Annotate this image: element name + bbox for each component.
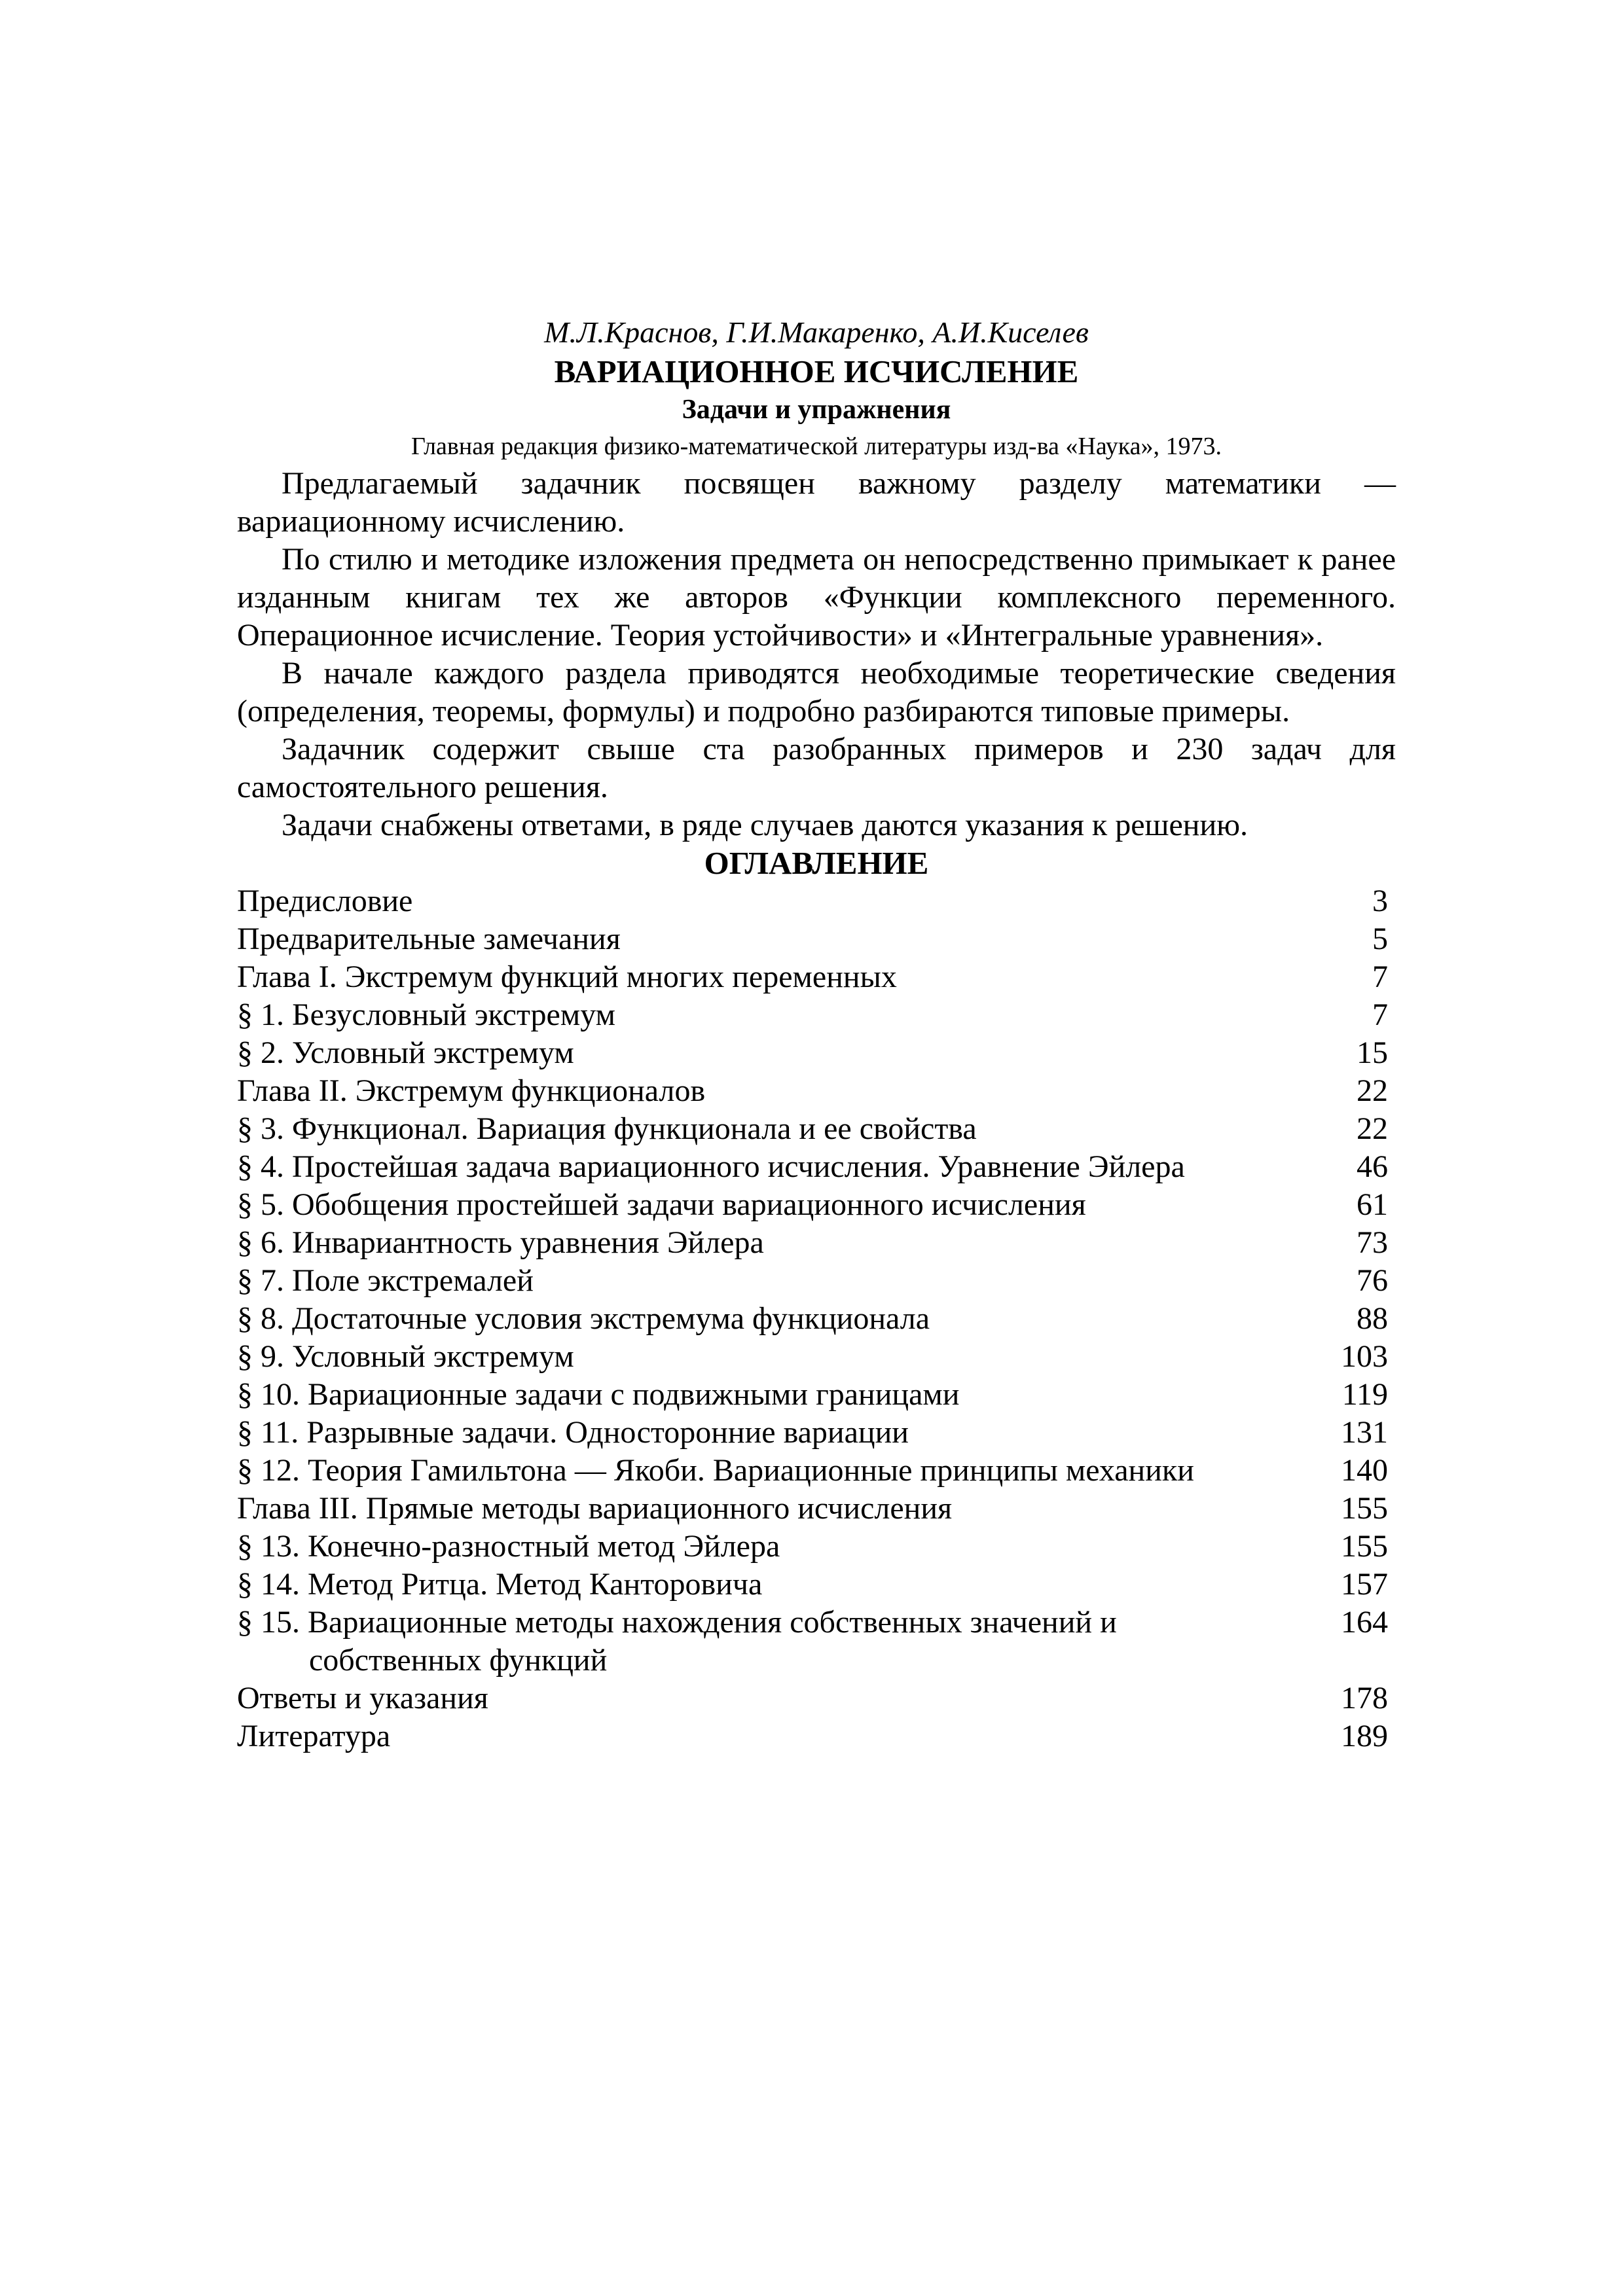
- toc-item-label: § 1. Безусловный экстремум: [237, 997, 615, 1032]
- toc-item-page: 164: [1341, 1605, 1388, 1640]
- toc-item: [237, 1072, 1396, 1110]
- toc-item-label: § 4. Простейшая задача вариационного исчисления. Уравнение Эйлера: [237, 1149, 1185, 1184]
- toc-item-page: 155: [1341, 1529, 1388, 1564]
- abstract-paragraph: В начале каждого раздела приводятся необходимые теоретические сведения (определения, теоремы, формулы) и подробно разбираются типовые примеры.: [237, 656, 1396, 728]
- abstract-paragraph: Задачи снабжены ответами, в ряде случаев даются указания к решению.: [282, 808, 1249, 842]
- toc-item: [237, 996, 1396, 1034]
- toc-title: ОГЛАВЛЕНИЕ: [704, 845, 929, 881]
- abstract-paragraph: Задачник содержит свыше ста разобранных примеров и 230 задач для самостоятельного решения.: [237, 732, 1396, 804]
- abstract: [237, 465, 1396, 844]
- abstract-paragraph: По стилю и методике изложения предмета он непосредственно примыкает к ранее изданным книгам тех же авторов «Функции комплексного переменного. Операционное исчисление. Теория устойчивости» и «Интегральные уравнения».: [237, 542, 1396, 653]
- toc-item: [237, 1414, 1396, 1452]
- toc-item-label: Литература: [237, 1719, 391, 1753]
- toc-item-label: Глава II. Экстремум функционалов: [237, 1073, 706, 1108]
- toc-item-label: § 10. Вариационные задачи с подвижными границами: [237, 1377, 960, 1412]
- toc-item-label: § 15. Вариационные методы нахождения собственных значений и собственных функций: [237, 1605, 1117, 1677]
- toc-item-page: 15: [1357, 1035, 1388, 1070]
- toc-item-label: § 11. Разрывные задачи. Односторонние вариации: [237, 1415, 909, 1450]
- toc-item: [237, 1034, 1396, 1072]
- toc-item-page: 73: [1357, 1225, 1388, 1260]
- toc-item-label: Глава III. Прямые методы вариационного исчисления: [237, 1491, 953, 1526]
- toc-item-page: 178: [1341, 1681, 1388, 1715]
- toc-item: [237, 1262, 1396, 1300]
- toc-item-page: 7: [1372, 997, 1388, 1032]
- toc-item-label: Предварительные замечания: [237, 922, 621, 956]
- table-of-contents: [237, 882, 1396, 1755]
- toc-item: [237, 1528, 1396, 1566]
- toc-item-label: § 8. Достаточные условия экстремума функционала: [237, 1301, 930, 1336]
- toc-item: [237, 1148, 1396, 1186]
- toc-item-page: 88: [1357, 1301, 1388, 1336]
- toc-item-page: 61: [1357, 1187, 1388, 1222]
- toc-item-label: § 7. Поле экстремалей: [237, 1263, 534, 1298]
- toc-item-label: § 6. Инвариантность уравнения Эйлера: [237, 1225, 764, 1260]
- abstract-paragraph: Предлагаемый задачник посвящен важному разделу математики — вариационному исчислению.: [237, 466, 1396, 539]
- book-title: ВАРИАЦИОННОЕ ИСЧИСЛЕНИЕ: [554, 353, 1079, 389]
- toc-item-page: 3: [1372, 884, 1388, 918]
- toc-item-label: § 2. Условный экстремум: [237, 1035, 574, 1070]
- toc-item: [237, 1490, 1396, 1528]
- toc-item: [237, 1224, 1396, 1262]
- toc-item: [237, 1338, 1396, 1376]
- toc-item-page: 119: [1341, 1377, 1388, 1412]
- toc-item: [237, 1604, 1396, 1679]
- toc-item-page: 155: [1341, 1491, 1388, 1526]
- toc-item-label: Ответы и указания: [237, 1681, 488, 1715]
- toc-item-page: 140: [1341, 1453, 1388, 1488]
- toc-item-page: 189: [1341, 1719, 1388, 1753]
- toc-item: [237, 1566, 1396, 1604]
- toc-item-page: 103: [1341, 1339, 1388, 1374]
- toc-item-page: 7: [1372, 960, 1388, 994]
- toc-item-page: 5: [1372, 922, 1388, 956]
- publisher-line: Главная редакция физико-математической литературы изд-ва «Наука», 1973.: [410, 433, 1222, 460]
- toc-item-label: Глава I. Экстремум функций многих переменных: [237, 960, 897, 994]
- toc-item-label: § 5. Обобщения простейшей задачи вариационного исчисления: [237, 1187, 1086, 1222]
- toc-item: [237, 1110, 1396, 1148]
- page-content: [237, 313, 1396, 1755]
- toc-item-page: 22: [1357, 1111, 1388, 1146]
- book-subtitle: Задачи и упражнения: [682, 395, 951, 425]
- toc-item: [237, 1376, 1396, 1414]
- toc-item-page: 157: [1341, 1567, 1388, 1602]
- toc-item: [237, 882, 1396, 920]
- toc-item-label: § 14. Метод Ритца. Метод Канторовича: [237, 1567, 763, 1602]
- toc-item: [237, 1186, 1396, 1224]
- toc-item-label: Предисловие: [237, 884, 413, 918]
- toc-item-page: 22: [1357, 1073, 1388, 1108]
- authors: М.Л.Краснов, Г.И.Макаренко, А.И.Киселев: [544, 315, 1089, 349]
- toc-item: [237, 1717, 1396, 1755]
- toc-item-page: 46: [1357, 1149, 1388, 1184]
- toc-item-page: 76: [1357, 1263, 1388, 1298]
- toc-item-page: 131: [1341, 1415, 1388, 1450]
- toc-item: [237, 958, 1396, 996]
- toc-item-label: § 12. Теория Гамильтона — Якоби. Вариационные принципы механики: [237, 1453, 1194, 1488]
- toc-item-label: § 3. Функционал. Вариация функционала и ее свойства: [237, 1111, 977, 1146]
- toc-item: [237, 1679, 1396, 1717]
- toc-item: [237, 1452, 1396, 1490]
- toc-item: [237, 1300, 1396, 1338]
- toc-item-label: § 9. Условный экстремум: [237, 1339, 574, 1374]
- toc-item-label: § 13. Конечно-разностный метод Эйлера: [237, 1529, 780, 1564]
- toc-item: [237, 920, 1396, 958]
